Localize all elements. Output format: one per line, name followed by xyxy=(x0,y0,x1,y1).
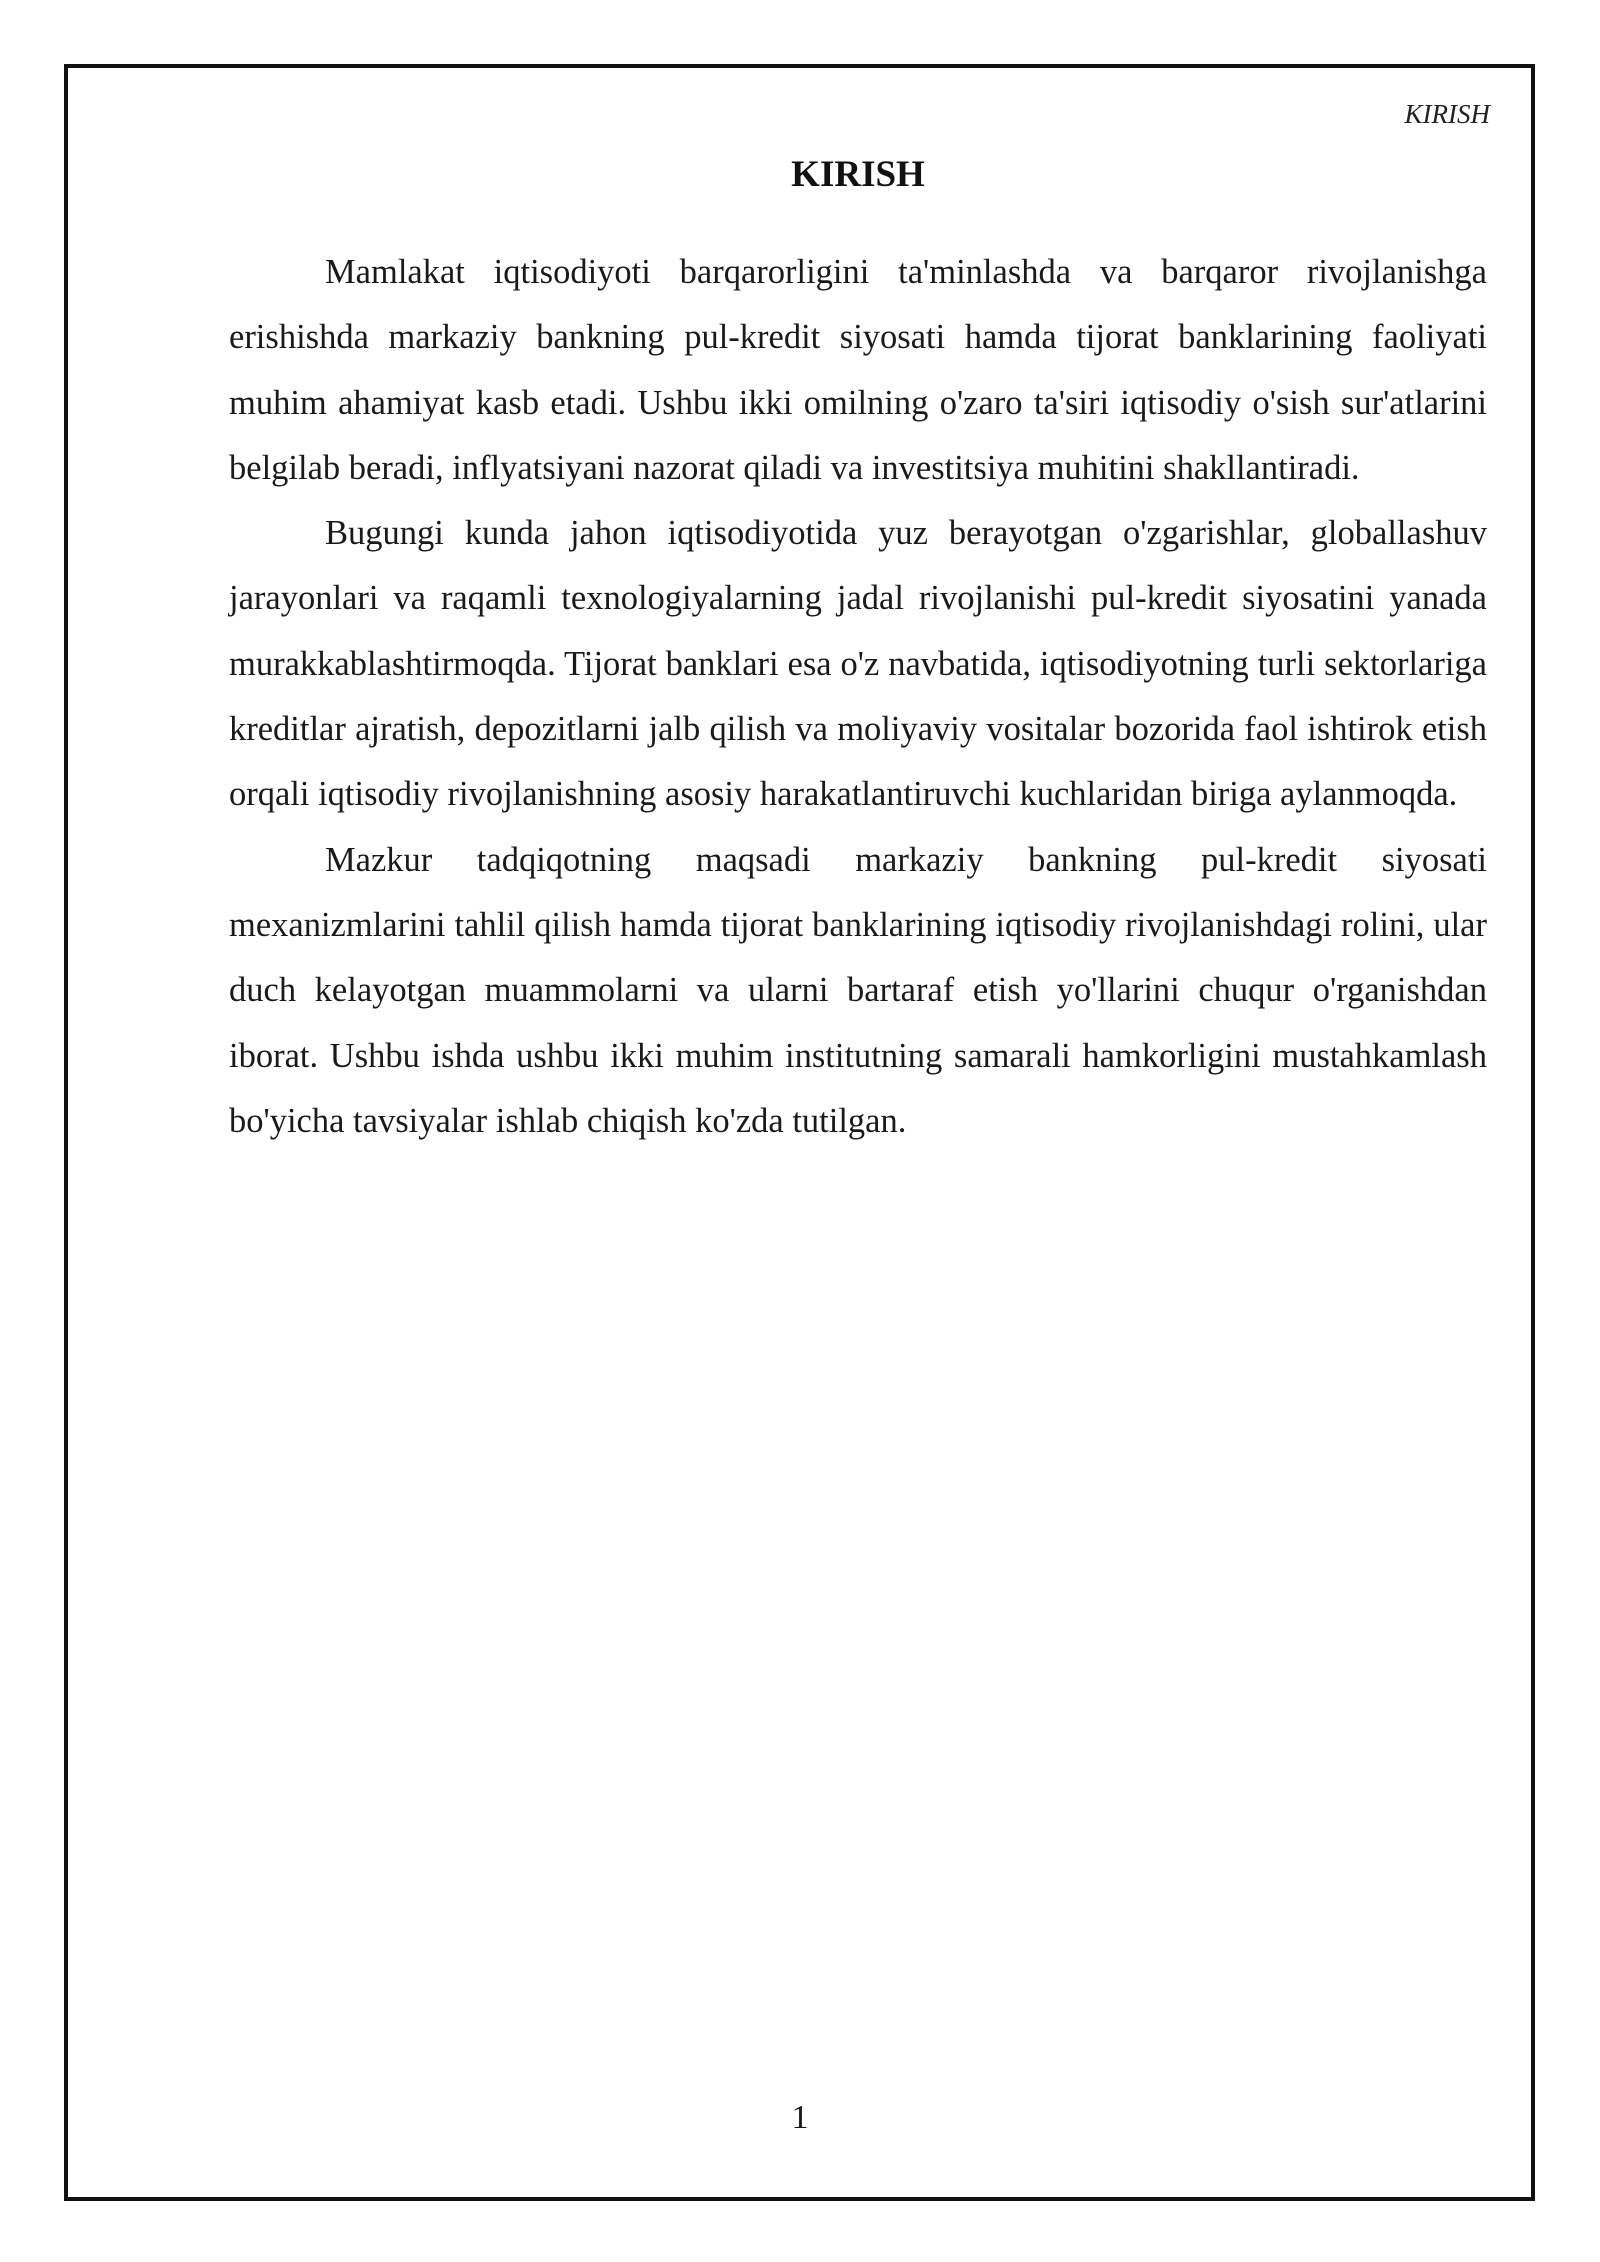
running-header: KIRISH xyxy=(1404,99,1490,129)
paragraph-2: Bugungi kunda jahon iqtisodiyotida yuz berayotgan o'zgarishlar, globallashuv jarayonlari va raqamli texnologiyalarning jadal rivojlanishi pul-kredit siyosatini yanada murakkablashtirmoqda. Tijorat banklari esa o'z navbatida, iqtisodiyotning turli sektorlariga kreditlar ajratish, depozitlarni jalb qilish va moliyaviy vositalar bozorida faol ishtirok etish orqali iqtisodiy rivojlanishning asosiy harakatlantiruvchi kuchlaridan biriga aylanmoqda. xyxy=(229,514,1487,814)
body-text xyxy=(229,240,1487,1154)
page-title: KIRISH xyxy=(791,154,925,195)
page-number: 1 xyxy=(791,2099,809,2136)
paragraph-3: Mazkur tadqiqotning maqsadi markaziy bankning pul-kredit siyosati mexanizmlarini tahlil qilish hamda tijorat banklarining iqtisodiy rivojlanishdagi rolini, ular duch kelayotgan muammolarni va ularni bartaraf etish yo'llarini chuqur o'rganishdan iborat. Ushbu ishda ushbu ikki muhim institutning samarali hamkorligini mustahkamlash bo'yicha tavsiyalar ishlab chiqish ko'zda tutilgan. xyxy=(229,840,1487,1140)
paragraph-1: Mamlakat iqtisodiyoti barqarorligini ta'minlashda va barqaror rivojlanishga erishishda markaziy bankning pul-kredit siyosati hamda tijorat banklarining faoliyati muhim ahamiyat kasb etadi. Ushbu ikki omilning o'zaro ta'siri iqtisodiy o'sish sur'atlarini belgilab beradi, inflyatsiyani nazorat qiladi va investitsiya muhitini shakllantiradi. xyxy=(229,253,1487,487)
